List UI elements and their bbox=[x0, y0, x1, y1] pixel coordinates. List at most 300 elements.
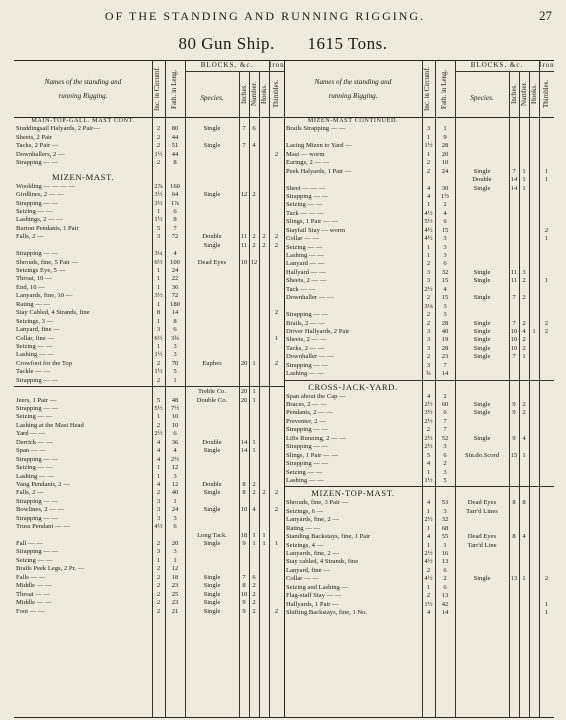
rigging-name: Lashing — — bbox=[286, 370, 324, 378]
horizontal-rule bbox=[284, 380, 554, 381]
table-row bbox=[14, 216, 284, 224]
circumference-cell: 8 bbox=[156, 309, 161, 317]
circumference-cell: 4 bbox=[426, 192, 431, 200]
rigging-name: Shrouds, fine, 5 Pair — bbox=[16, 258, 79, 266]
rigging-name: Preventer, 2 — bbox=[286, 417, 326, 425]
circumference-cell: 1 bbox=[156, 283, 161, 291]
species-cell: Single bbox=[473, 575, 491, 583]
circumference-cell: 2½ bbox=[424, 443, 433, 451]
circumference-cell: 2 bbox=[156, 540, 161, 547]
circumference-cell: 1 bbox=[426, 583, 431, 591]
hooks-cell: 1 bbox=[262, 540, 266, 547]
fathoms-cell: 48 bbox=[171, 396, 179, 404]
fathoms-cell: 6 bbox=[173, 207, 177, 215]
table-row bbox=[14, 275, 284, 283]
circumference-cell: 3 bbox=[156, 506, 161, 514]
circumference-cell: 1 bbox=[156, 342, 161, 350]
rigging-name: Vang Pendants, 2 — bbox=[16, 480, 70, 488]
rigging-name: Truss Pendant — — bbox=[16, 523, 70, 531]
rigging-name: Hallyards, 1 Pair — bbox=[286, 600, 339, 608]
circumference-cell: 3 bbox=[156, 548, 161, 556]
circumference-cell: 2½ bbox=[424, 401, 433, 408]
table-row bbox=[14, 498, 284, 506]
fathoms-cell: 6 bbox=[443, 409, 447, 417]
table-row bbox=[14, 200, 284, 208]
circumference-cell: 3½ bbox=[154, 191, 163, 199]
circumference-cell: 5 bbox=[426, 451, 431, 459]
circumference-cell: 2 bbox=[426, 592, 431, 600]
table-row bbox=[284, 353, 554, 361]
thimbles-cell: 2 bbox=[274, 233, 279, 241]
number-cell: 4 bbox=[522, 533, 526, 541]
inches-cell: 7 bbox=[512, 319, 516, 327]
rigging-name: Lashing — — bbox=[286, 476, 324, 484]
fathoms-cell: 160 bbox=[170, 182, 180, 190]
circumference-cell: 2 bbox=[156, 359, 161, 367]
table-row bbox=[284, 550, 554, 558]
fathoms-cell: 3 bbox=[173, 514, 177, 522]
fathoms-cell: 2 bbox=[443, 392, 447, 400]
table-row bbox=[14, 125, 284, 133]
circumference-cell: 2 bbox=[156, 125, 161, 133]
circumference-cell: ¾ bbox=[426, 370, 431, 378]
fathoms-cell: 14 bbox=[441, 370, 449, 378]
rigging-name: Strapping — — bbox=[286, 426, 329, 434]
circumference-header: Inc. in Circumf. bbox=[153, 66, 161, 112]
circumference-cell: 4 bbox=[156, 455, 161, 463]
circumference-cell: 3 bbox=[426, 277, 431, 285]
fathoms-cell: 19 bbox=[441, 336, 449, 344]
circumference-cell: 2 bbox=[426, 353, 431, 361]
fathoms-cell: 3 bbox=[443, 507, 447, 515]
species-cell: Single bbox=[203, 540, 221, 547]
table-row bbox=[14, 208, 284, 216]
rigging-name: Tackle — — bbox=[16, 368, 50, 376]
circumference-cell: 2 bbox=[156, 376, 161, 384]
fathoms-cell: 6 bbox=[173, 523, 177, 531]
rigging-name: Strapping — — bbox=[16, 455, 59, 463]
rigging-name: Bowlines, 2 — — bbox=[16, 506, 64, 514]
table-row bbox=[284, 328, 554, 336]
species-cell: Single bbox=[203, 125, 221, 133]
table-row bbox=[14, 506, 284, 514]
circumference-cell: 3 bbox=[426, 327, 431, 335]
table-row bbox=[284, 185, 554, 193]
circumference-cell: 2 bbox=[156, 590, 161, 598]
table-row bbox=[14, 318, 284, 326]
table-row bbox=[14, 284, 284, 292]
table-row bbox=[284, 575, 554, 583]
rigging-name: Girdlines, 2 — — bbox=[16, 191, 64, 199]
thimbles-cell: 2 bbox=[544, 327, 549, 335]
fathoms-cell: 4 bbox=[173, 447, 177, 455]
table-row bbox=[284, 210, 554, 218]
thimbles-cell: 2 bbox=[274, 309, 279, 317]
fathoms-cell: 12 bbox=[171, 480, 179, 488]
inches-cell: 7 bbox=[512, 353, 516, 361]
thimbles-cell: 2 bbox=[544, 575, 549, 583]
circumference-cell: 1 bbox=[426, 201, 431, 209]
fathoms-cell: 28 bbox=[441, 142, 449, 150]
number-cell: 3 bbox=[522, 268, 526, 276]
circumference-cell: 4½ bbox=[424, 575, 433, 583]
inches-cell: 10 bbox=[510, 327, 518, 335]
table-row bbox=[14, 343, 284, 351]
section-title: MIZEN-MAST CONTINUED. bbox=[307, 117, 399, 124]
table-row bbox=[14, 326, 284, 334]
thimbles-cell: 2 bbox=[274, 359, 279, 367]
rigging-name: Pendants, 2 — — bbox=[286, 409, 333, 417]
rigging-name: Strapping — — bbox=[16, 376, 59, 384]
inches-cell: 10 bbox=[510, 344, 518, 352]
species-cell: Single bbox=[473, 184, 491, 192]
fathoms-cell: 5 bbox=[443, 476, 447, 484]
rigging-name: Seizing — — bbox=[286, 201, 323, 209]
circumference-cell: 1 bbox=[156, 472, 161, 480]
circumference-cell: 4½ bbox=[154, 523, 163, 531]
table-row bbox=[284, 477, 554, 485]
rigging-name: Seizing — — bbox=[16, 464, 53, 472]
rigging-name: Seizing — — bbox=[16, 556, 53, 564]
table-row bbox=[284, 176, 554, 184]
section-heading bbox=[14, 172, 284, 183]
circumference-cell: 4½ bbox=[424, 558, 433, 566]
thimbles-cell: 1 bbox=[544, 277, 549, 285]
table-row bbox=[284, 426, 554, 434]
table-row bbox=[284, 286, 554, 294]
table-row bbox=[14, 233, 284, 241]
circumference-cell: 1 bbox=[156, 275, 161, 283]
fathoms-cell: 40 bbox=[441, 327, 449, 335]
fathoms-cell: 72 bbox=[171, 292, 179, 300]
fathoms-cell: 3 bbox=[173, 342, 177, 350]
table-row bbox=[14, 405, 284, 413]
number-cell: 2 bbox=[252, 599, 256, 607]
hooks-cell: 2 bbox=[262, 489, 266, 497]
circumference-cell: 4 bbox=[426, 460, 431, 468]
circumference-cell: 1 bbox=[426, 468, 431, 476]
fathoms-cell: 14 bbox=[441, 609, 449, 617]
number-cell: 1 bbox=[252, 531, 256, 539]
number-cell: 2 bbox=[252, 607, 256, 615]
rigging-name: Tack — — — bbox=[286, 209, 324, 217]
fathoms-cell: 1 bbox=[443, 541, 447, 549]
number-cell: 1 bbox=[252, 396, 256, 404]
table-row bbox=[284, 252, 554, 260]
table-row bbox=[14, 267, 284, 275]
species-cell: Single bbox=[203, 573, 221, 581]
table-row bbox=[14, 397, 284, 405]
circumference-cell: 1 bbox=[426, 150, 431, 158]
table-row bbox=[14, 608, 284, 616]
circumference-cell: 1 bbox=[426, 243, 431, 251]
number-cell: 2 bbox=[522, 294, 526, 302]
circumference-cell: 3½ bbox=[424, 409, 433, 417]
rigging-name: Lanyards, fine, 2 — bbox=[286, 550, 339, 557]
inches-cell: 14 bbox=[240, 438, 248, 446]
species-cell: Single bbox=[203, 489, 221, 497]
thimbles-cell: 2 bbox=[274, 489, 279, 497]
inches-cell: 9 bbox=[242, 599, 246, 607]
table-row bbox=[284, 235, 554, 243]
number-cell: 4 bbox=[522, 434, 526, 442]
inches-cell: 11 bbox=[240, 241, 248, 249]
rigging-name: Tack — — bbox=[286, 285, 316, 293]
table-row bbox=[14, 134, 284, 142]
fathoms-cell: 24 bbox=[171, 267, 179, 274]
rigging-name: Lanyard — — bbox=[286, 260, 325, 268]
table-row bbox=[284, 151, 554, 159]
table-row bbox=[284, 525, 554, 533]
species-cell: Dead Eyes bbox=[467, 499, 497, 507]
rigging-name: Earings, 2 — — bbox=[286, 159, 330, 167]
fathoms-cell: 3 bbox=[443, 252, 447, 259]
table-row bbox=[284, 168, 554, 176]
thimbles-cell: 2 bbox=[274, 607, 279, 615]
hooks-cell: 2 bbox=[262, 233, 266, 241]
circumference-cell: 2 bbox=[156, 142, 161, 150]
inches-cell: 14 bbox=[510, 184, 518, 192]
section-title: MAIN-TOP-GALL. MAST CONT. bbox=[31, 117, 135, 124]
fathoms-cell: 10 bbox=[171, 413, 179, 421]
rigging-name: Lashing — — bbox=[286, 252, 324, 259]
hooks-cell: 2 bbox=[262, 241, 266, 249]
table-row bbox=[14, 225, 284, 233]
rigging-name: Seizings, 6 — bbox=[286, 507, 324, 515]
table-row bbox=[14, 574, 284, 582]
number-cell: 6 bbox=[252, 573, 256, 581]
table-row bbox=[284, 159, 554, 167]
hooks-cell: 1 bbox=[532, 327, 536, 335]
species-cell: Single bbox=[203, 191, 221, 199]
rigging-name: Middle — — bbox=[16, 582, 52, 590]
rigging-name: Sheets, 2 — — bbox=[286, 277, 327, 285]
blocks-group-header-right: BLOCKS, &c. bbox=[455, 61, 539, 72]
fathoms-cell: 1 bbox=[173, 556, 177, 564]
fathoms-cell: 1⅞ bbox=[170, 199, 180, 207]
fathoms-cell: 3 bbox=[443, 235, 447, 243]
table-row bbox=[14, 142, 284, 150]
fathoms-cell: 6 bbox=[443, 260, 447, 268]
fathoms-cell: 60 bbox=[441, 401, 449, 408]
table-row bbox=[14, 439, 284, 447]
table-row bbox=[284, 311, 554, 319]
circumference-cell: 4 bbox=[426, 533, 431, 541]
table-row bbox=[284, 516, 554, 524]
rigging-name: Rating — — bbox=[16, 300, 51, 308]
fathoms-cell: 14 bbox=[171, 309, 179, 317]
circumference-cell: 1½ bbox=[424, 142, 433, 150]
number-cell: 1 bbox=[522, 353, 526, 361]
number-cell: 1 bbox=[522, 176, 526, 184]
number-cell: 8 bbox=[522, 499, 526, 507]
circumference-cell: 1 bbox=[156, 267, 161, 274]
rigging-name: Mast — worm bbox=[286, 150, 325, 158]
circumference-cell: 4 bbox=[426, 184, 431, 192]
rigging-name: Strapping — — bbox=[16, 497, 59, 505]
table-row bbox=[284, 499, 554, 507]
circumference-cell: 1½ bbox=[154, 351, 163, 359]
circumference-cell: 2 bbox=[426, 566, 431, 574]
circumference-cell: 3 bbox=[426, 125, 431, 133]
inches-cell: 14 bbox=[510, 176, 518, 184]
rigging-name: Span about the Cap — bbox=[286, 392, 346, 400]
section-heading bbox=[284, 488, 554, 499]
fathoms-cell: 10 bbox=[171, 421, 179, 429]
table-row bbox=[284, 125, 554, 133]
names-column-header-right: Names of the standing and running Rigging. bbox=[314, 78, 392, 100]
rigging-name: End, 10 — bbox=[16, 283, 45, 291]
number-header-right: Number. bbox=[520, 81, 528, 107]
table-row bbox=[284, 542, 554, 550]
table-row bbox=[14, 565, 284, 573]
number-cell: 2 bbox=[522, 336, 526, 344]
rigging-name: Jeers, 1 Pair — bbox=[16, 396, 57, 404]
thimbles-cell: 1 bbox=[274, 334, 279, 342]
circumference-cell: 2 bbox=[156, 599, 161, 607]
rigging-name: Peek Halyards, 1 Pair — bbox=[286, 167, 352, 175]
rigging-name: Strapping — — bbox=[16, 250, 59, 258]
rigging-name: Downhaller — — bbox=[286, 294, 334, 302]
section-subheading bbox=[284, 117, 554, 125]
rigging-name: Stay Cabled, 4 Strands, fine bbox=[16, 309, 90, 317]
fathoms-cell: 3 bbox=[443, 302, 447, 310]
number-cell: 2 bbox=[252, 241, 256, 249]
fathoms-cell: 13 bbox=[441, 558, 449, 566]
rigging-name: Seizings Eye, 5 — bbox=[16, 267, 66, 274]
rigging-name: Flag-staff Stay — — bbox=[286, 592, 342, 600]
fathoms-cell: 1 bbox=[173, 497, 177, 505]
fathoms-cell: 7 bbox=[443, 361, 447, 369]
circumference-cell: 4½ bbox=[424, 226, 433, 234]
fathoms-cell: 7½ bbox=[170, 405, 180, 412]
circumference-cell: 2 bbox=[156, 607, 161, 615]
rigging-name: Lifts Running, 2 — — bbox=[286, 434, 346, 442]
inches-cell: 9 bbox=[242, 607, 246, 615]
circumference-cell: 3½ bbox=[154, 292, 163, 300]
fathoms-cell: 12 bbox=[171, 565, 179, 573]
number-cell: 2 bbox=[252, 233, 256, 241]
fathoms-cell: 16 bbox=[441, 550, 449, 557]
table-row bbox=[284, 609, 554, 617]
circumference-cell: 2 bbox=[426, 260, 431, 268]
circumference-cell: 1½ bbox=[154, 216, 163, 224]
inches-cell: 8 bbox=[242, 489, 246, 497]
number-cell: 4 bbox=[252, 142, 256, 150]
number-cell: 4 bbox=[522, 327, 526, 335]
inches-cell: 10 bbox=[240, 590, 248, 598]
running-head bbox=[0, 4, 566, 26]
circumference-cell: 1 bbox=[426, 524, 431, 532]
rigging-name: Tacks, 2 Pair — bbox=[16, 142, 59, 150]
blocks-group-header: BLOCKS, &c. bbox=[185, 61, 269, 72]
circumference-cell: 4½ bbox=[424, 235, 433, 243]
table-row bbox=[284, 592, 554, 600]
inches-cell: 18 bbox=[240, 531, 248, 539]
fathoms-cell: 3 bbox=[443, 243, 447, 251]
table-row bbox=[284, 409, 554, 417]
rigging-table bbox=[14, 60, 554, 718]
species-cell: Single bbox=[473, 434, 491, 442]
table-row bbox=[14, 473, 284, 481]
fathoms-cell: 2 bbox=[443, 201, 447, 209]
number-cell: 2 bbox=[522, 409, 526, 417]
rigging-name: Lanyards, fine, 10 — bbox=[16, 292, 73, 300]
number-cell: 2 bbox=[252, 480, 256, 488]
fathoms-cell: 64 bbox=[171, 191, 179, 199]
fathoms-cell: 12 bbox=[171, 464, 179, 472]
inches-cell: 11 bbox=[240, 233, 248, 241]
circumference-cell: 1½ bbox=[154, 368, 163, 376]
circumference-cell: 5½ bbox=[424, 218, 433, 226]
circumference-cell: 2 bbox=[156, 159, 161, 167]
rigging-name: Braces, 2 — — bbox=[286, 401, 328, 408]
species-cell: Single bbox=[203, 241, 221, 249]
fathoms-cell: 3 bbox=[173, 548, 177, 556]
table-row bbox=[14, 159, 284, 167]
circumference-cell: 3 bbox=[156, 514, 161, 522]
table-row bbox=[14, 464, 284, 472]
table-row bbox=[284, 435, 554, 443]
table-row bbox=[14, 259, 284, 267]
circumference-cell: 1 bbox=[426, 507, 431, 515]
hooks-cell: 1 bbox=[262, 531, 266, 539]
circumference-cell: 4 bbox=[156, 480, 161, 488]
rigging-name: Falls, 2 — bbox=[16, 233, 44, 241]
rigging-name: Throat, 10 — bbox=[16, 275, 52, 283]
inches-cell: 20 bbox=[240, 396, 248, 404]
rigging-name: Fall — — bbox=[16, 540, 43, 547]
circumference-cell: 4 bbox=[426, 392, 431, 400]
rigging-name: Strapping — — bbox=[16, 405, 59, 412]
circumference-cell: 2½ bbox=[424, 550, 433, 557]
number-cell: 2 bbox=[252, 191, 256, 199]
fathoms-cell: 36 bbox=[171, 438, 179, 446]
thimbles-cell: 2 bbox=[274, 150, 279, 158]
table-row bbox=[284, 362, 554, 370]
table-row bbox=[284, 418, 554, 426]
circumference-cell: 1 bbox=[426, 541, 431, 549]
table-row bbox=[284, 201, 554, 209]
inches-cell: 11 bbox=[510, 268, 518, 276]
fathoms-cell: 15 bbox=[441, 277, 449, 285]
circumference-cell: 2⅞ bbox=[154, 182, 163, 190]
species-cell: Single bbox=[203, 607, 221, 615]
table-row bbox=[14, 351, 284, 359]
species-cell: Single bbox=[203, 506, 221, 514]
fathoms-cell: 8 bbox=[173, 317, 177, 325]
fathoms-cell: 18 bbox=[171, 573, 179, 581]
fathoms-cell: 3 bbox=[173, 472, 177, 480]
table-row bbox=[14, 413, 284, 421]
species-cell: Single bbox=[473, 167, 491, 175]
rigging-name: Strapping — — bbox=[286, 192, 329, 200]
inches-cell: 7 bbox=[512, 167, 516, 175]
inches-cell: 10 bbox=[240, 258, 248, 266]
fathoms-cell: 4 bbox=[443, 285, 447, 293]
species-cell: Single bbox=[473, 268, 491, 276]
rigging-name: Middle — — bbox=[16, 599, 52, 607]
table-row bbox=[14, 151, 284, 159]
circumference-cell: 2 bbox=[426, 319, 431, 327]
table-row bbox=[14, 250, 284, 258]
inches-cell: 8 bbox=[242, 480, 246, 488]
number-cell: 2 bbox=[522, 344, 526, 352]
thimbles-header-right: Thimbles. bbox=[542, 79, 550, 109]
fathoms-cell: 6 bbox=[443, 218, 447, 226]
fathoms-cell: 44 bbox=[171, 150, 179, 158]
species-cell: Single bbox=[203, 590, 221, 598]
